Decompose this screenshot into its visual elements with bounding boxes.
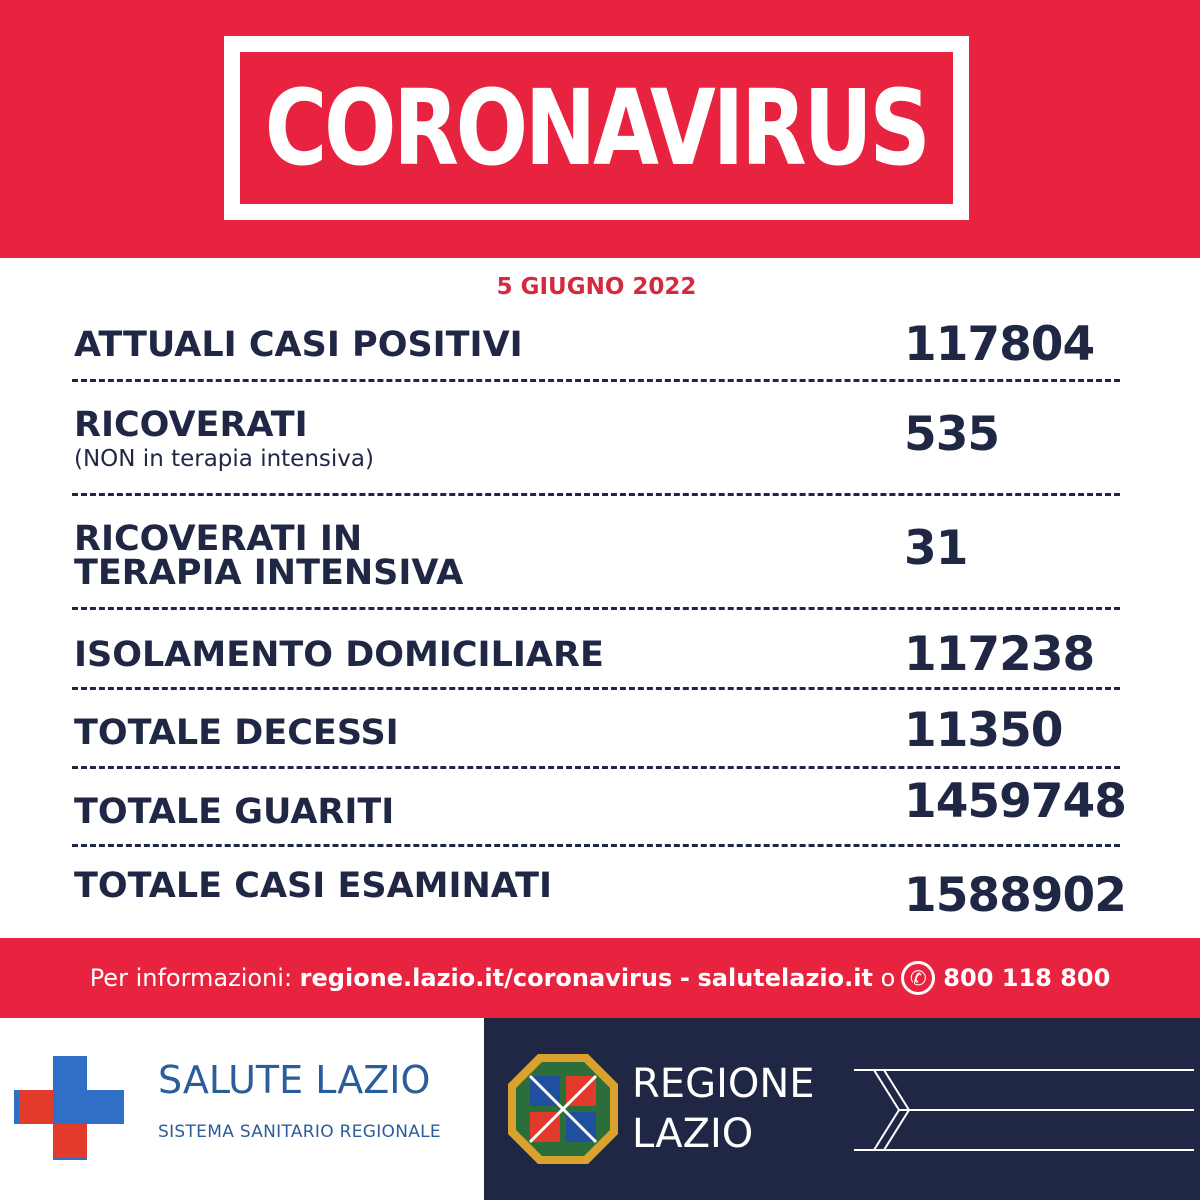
regione-lazio-lines-decoration	[854, 1058, 1194, 1168]
regione-lazio-title-line2: LAZIO	[632, 1111, 754, 1157]
info-prefix: Per informazioni:	[89, 964, 293, 992]
stat-row-isolamento-domiciliare	[72, 610, 1120, 690]
salute-lazio-cross-icon	[14, 1056, 144, 1176]
stat-label: TOTALE CASI ESAMINATI	[74, 866, 553, 906]
phone-icon: ✆	[901, 961, 935, 995]
stat-value: 117238	[904, 627, 1095, 682]
stats-table	[72, 312, 1126, 927]
title-panel	[240, 52, 953, 204]
stat-row-totale-guariti	[72, 769, 1126, 847]
stat-value: 535	[904, 407, 1000, 462]
info-bar	[0, 938, 1200, 1018]
regione-coronavirus-link[interactable]: regione.lazio.it/coronavirus	[299, 964, 673, 992]
stat-row-attuali-casi-positivi	[72, 312, 1120, 382]
info-separator: -	[679, 964, 690, 992]
regione-lazio-logo-area	[484, 1018, 1200, 1200]
salute-lazio-title: SALUTE LAZIO	[158, 1058, 431, 1102]
regione-lazio-title-line1: REGIONE	[632, 1061, 815, 1107]
regione-lazio-emblem-icon	[508, 1054, 618, 1164]
header-banner	[0, 0, 1200, 258]
stat-label: TOTALE DECESSI	[74, 713, 399, 753]
report-date: 5 GIUGNO 2022	[496, 274, 697, 300]
title-frame	[224, 36, 969, 220]
stat-label: ISOLAMENTO DOMICILIARE	[74, 635, 604, 675]
stat-label: TOTALE GUARITI	[74, 792, 395, 832]
stat-row-totale-casi-esaminati	[72, 847, 1126, 927]
stat-value: 1459748	[904, 774, 1126, 829]
stat-value: 117804	[904, 317, 1095, 372]
salutelazio-link[interactable]: salutelazio.it	[697, 964, 873, 992]
salute-lazio-subtitle: SISTEMA SANITARIO REGIONALE	[158, 1122, 441, 1142]
stat-row-ricoverati	[72, 382, 1120, 496]
stat-value: 31	[904, 521, 968, 576]
stat-value: 1588902	[904, 868, 1126, 923]
info-connector: o	[880, 964, 896, 992]
stat-row-ricoverati-terapia-intensiva	[72, 496, 1120, 610]
stat-row-totale-decessi	[72, 690, 1120, 769]
stat-sublabel: (NON in terapia intensiva)	[74, 446, 374, 472]
stat-label-line1: RICOVERATI IN	[74, 519, 363, 559]
phone-number[interactable]: 800 118 800	[943, 964, 1111, 992]
stat-value: 11350	[904, 703, 1063, 758]
salute-lazio-logo-area	[0, 1018, 484, 1200]
stat-label: ATTUALI CASI POSITIVI	[74, 325, 523, 365]
page-title: CORONAVIRUS	[265, 67, 928, 189]
stat-label: RICOVERATI	[74, 405, 308, 445]
stat-label-line2: TERAPIA INTENSIVA	[74, 553, 464, 593]
